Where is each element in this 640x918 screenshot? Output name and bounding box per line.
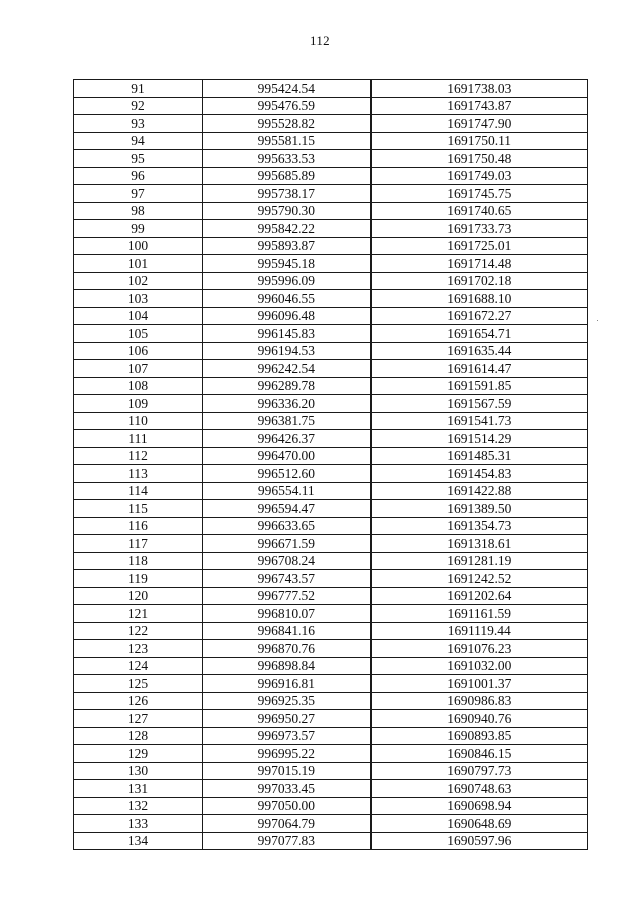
y-coordinate-cell: 1691318.61 bbox=[371, 535, 588, 553]
x-coordinate-cell: 996671.59 bbox=[203, 535, 371, 553]
table-row bbox=[74, 815, 588, 833]
table-row bbox=[74, 675, 588, 693]
x-coordinate-cell: 996046.55 bbox=[203, 290, 371, 308]
point-number-cell: 112 bbox=[74, 447, 203, 465]
point-number-cell: 122 bbox=[74, 622, 203, 640]
point-number-cell: 123 bbox=[74, 640, 203, 658]
point-number-cell: 131 bbox=[74, 780, 203, 798]
y-coordinate-cell: 1691354.73 bbox=[371, 517, 588, 535]
table-row bbox=[74, 587, 588, 605]
y-coordinate-cell: 1691750.48 bbox=[371, 150, 588, 168]
y-coordinate-cell: 1691743.87 bbox=[371, 97, 588, 115]
table-row bbox=[74, 360, 588, 378]
table-row bbox=[74, 377, 588, 395]
x-coordinate-cell: 996708.24 bbox=[203, 552, 371, 570]
x-coordinate-cell: 995842.22 bbox=[203, 220, 371, 238]
point-number-cell: 121 bbox=[74, 605, 203, 623]
table-row bbox=[74, 762, 588, 780]
y-coordinate-cell: 1691076.23 bbox=[371, 640, 588, 658]
table-row bbox=[74, 640, 588, 658]
y-coordinate-cell: 1690986.83 bbox=[371, 692, 588, 710]
y-coordinate-cell: 1691281.19 bbox=[371, 552, 588, 570]
table-row bbox=[74, 202, 588, 220]
x-coordinate-cell: 996512.60 bbox=[203, 465, 371, 483]
table-row bbox=[74, 482, 588, 500]
y-coordinate-cell: 1691747.90 bbox=[371, 115, 588, 133]
table-row bbox=[74, 272, 588, 290]
x-coordinate-cell: 995945.18 bbox=[203, 255, 371, 273]
point-number-cell: 94 bbox=[74, 132, 203, 150]
point-number-cell: 134 bbox=[74, 832, 203, 850]
point-number-cell: 109 bbox=[74, 395, 203, 413]
point-number-cell: 111 bbox=[74, 430, 203, 448]
table-row bbox=[74, 97, 588, 115]
point-number-cell: 132 bbox=[74, 797, 203, 815]
x-coordinate-cell: 996950.27 bbox=[203, 710, 371, 728]
y-coordinate-cell: 1691454.83 bbox=[371, 465, 588, 483]
y-coordinate-cell: 1691725.01 bbox=[371, 237, 588, 255]
point-number-cell: 113 bbox=[74, 465, 203, 483]
y-coordinate-cell: 1690797.73 bbox=[371, 762, 588, 780]
x-coordinate-cell: 996925.35 bbox=[203, 692, 371, 710]
y-coordinate-cell: 1691422.88 bbox=[371, 482, 588, 500]
x-coordinate-cell: 995685.89 bbox=[203, 167, 371, 185]
x-coordinate-cell: 996426.37 bbox=[203, 430, 371, 448]
x-coordinate-cell: 996973.57 bbox=[203, 727, 371, 745]
table-row bbox=[74, 237, 588, 255]
x-coordinate-cell: 997033.45 bbox=[203, 780, 371, 798]
point-number-cell: 124 bbox=[74, 657, 203, 675]
table-row bbox=[74, 185, 588, 203]
x-coordinate-cell: 997050.00 bbox=[203, 797, 371, 815]
point-number-cell: 119 bbox=[74, 570, 203, 588]
point-number-cell: 98 bbox=[74, 202, 203, 220]
point-number-cell: 103 bbox=[74, 290, 203, 308]
y-coordinate-cell: 1690597.96 bbox=[371, 832, 588, 850]
y-coordinate-cell: 1691161.59 bbox=[371, 605, 588, 623]
coordinates-table-body bbox=[74, 80, 588, 850]
table-row bbox=[74, 657, 588, 675]
x-coordinate-cell: 996554.11 bbox=[203, 482, 371, 500]
y-coordinate-cell: 1690940.76 bbox=[371, 710, 588, 728]
point-number-cell: 118 bbox=[74, 552, 203, 570]
y-coordinate-cell: 1691001.37 bbox=[371, 675, 588, 693]
x-coordinate-cell: 996594.47 bbox=[203, 500, 371, 518]
x-coordinate-cell: 996381.75 bbox=[203, 412, 371, 430]
point-number-cell: 105 bbox=[74, 325, 203, 343]
point-number-cell: 100 bbox=[74, 237, 203, 255]
x-coordinate-cell: 995996.09 bbox=[203, 272, 371, 290]
point-number-cell: 95 bbox=[74, 150, 203, 168]
point-number-cell: 128 bbox=[74, 727, 203, 745]
x-coordinate-cell: 996898.84 bbox=[203, 657, 371, 675]
point-number-cell: 127 bbox=[74, 710, 203, 728]
point-number-cell: 106 bbox=[74, 342, 203, 360]
y-coordinate-cell: 1691541.73 bbox=[371, 412, 588, 430]
y-coordinate-cell: 1691745.75 bbox=[371, 185, 588, 203]
x-coordinate-cell: 995738.17 bbox=[203, 185, 371, 203]
x-coordinate-cell: 995633.53 bbox=[203, 150, 371, 168]
y-coordinate-cell: 1691654.71 bbox=[371, 325, 588, 343]
x-coordinate-cell: 996916.81 bbox=[203, 675, 371, 693]
y-coordinate-cell: 1691032.00 bbox=[371, 657, 588, 675]
x-coordinate-cell: 996096.48 bbox=[203, 307, 371, 325]
y-coordinate-cell: 1691614.47 bbox=[371, 360, 588, 378]
y-coordinate-cell: 1691485.31 bbox=[371, 447, 588, 465]
table-row bbox=[74, 447, 588, 465]
y-coordinate-cell: 1691567.59 bbox=[371, 395, 588, 413]
point-number-cell: 101 bbox=[74, 255, 203, 273]
point-number-cell: 93 bbox=[74, 115, 203, 133]
table-row bbox=[74, 745, 588, 763]
y-coordinate-cell: 1691733.73 bbox=[371, 220, 588, 238]
point-number-cell: 117 bbox=[74, 535, 203, 553]
y-coordinate-cell: 1691749.03 bbox=[371, 167, 588, 185]
table-row bbox=[74, 710, 588, 728]
x-coordinate-cell: 996336.20 bbox=[203, 395, 371, 413]
x-coordinate-cell: 995581.15 bbox=[203, 132, 371, 150]
x-coordinate-cell: 996242.54 bbox=[203, 360, 371, 378]
y-coordinate-cell: 1691702.18 bbox=[371, 272, 588, 290]
table-row bbox=[74, 570, 588, 588]
y-coordinate-cell: 1690698.94 bbox=[371, 797, 588, 815]
y-coordinate-cell: 1690893.85 bbox=[371, 727, 588, 745]
x-coordinate-cell: 995476.59 bbox=[203, 97, 371, 115]
table-row bbox=[74, 535, 588, 553]
table-row bbox=[74, 220, 588, 238]
point-number-cell: 107 bbox=[74, 360, 203, 378]
point-number-cell: 130 bbox=[74, 762, 203, 780]
x-coordinate-cell: 997064.79 bbox=[203, 815, 371, 833]
table-row bbox=[74, 727, 588, 745]
x-coordinate-cell: 995528.82 bbox=[203, 115, 371, 133]
point-number-cell: 116 bbox=[74, 517, 203, 535]
y-coordinate-cell: 1691514.29 bbox=[371, 430, 588, 448]
table-row bbox=[74, 307, 588, 325]
point-number-cell: 110 bbox=[74, 412, 203, 430]
x-coordinate-cell: 996633.65 bbox=[203, 517, 371, 535]
x-coordinate-cell: 996145.83 bbox=[203, 325, 371, 343]
x-coordinate-cell: 995424.54 bbox=[203, 80, 371, 98]
table-row bbox=[74, 552, 588, 570]
y-coordinate-cell: 1691672.27 bbox=[371, 307, 588, 325]
table-row bbox=[74, 500, 588, 518]
table-row bbox=[74, 832, 588, 850]
point-number-cell: 115 bbox=[74, 500, 203, 518]
y-coordinate-cell: 1690648.69 bbox=[371, 815, 588, 833]
x-coordinate-cell: 996194.53 bbox=[203, 342, 371, 360]
table-row bbox=[74, 797, 588, 815]
x-coordinate-cell: 996470.00 bbox=[203, 447, 371, 465]
y-coordinate-cell: 1691688.10 bbox=[371, 290, 588, 308]
point-number-cell: 92 bbox=[74, 97, 203, 115]
table-row bbox=[74, 412, 588, 430]
x-coordinate-cell: 997077.83 bbox=[203, 832, 371, 850]
x-coordinate-cell: 995790.30 bbox=[203, 202, 371, 220]
table-row bbox=[74, 115, 588, 133]
y-coordinate-cell: 1691202.64 bbox=[371, 587, 588, 605]
table-row bbox=[74, 622, 588, 640]
table-row bbox=[74, 80, 588, 98]
point-number-cell: 108 bbox=[74, 377, 203, 395]
point-number-cell: 99 bbox=[74, 220, 203, 238]
point-number-cell: 120 bbox=[74, 587, 203, 605]
table-row bbox=[74, 132, 588, 150]
scan-speck bbox=[597, 320, 598, 321]
x-coordinate-cell: 996995.22 bbox=[203, 745, 371, 763]
point-number-cell: 114 bbox=[74, 482, 203, 500]
point-number-cell: 102 bbox=[74, 272, 203, 290]
x-coordinate-cell: 996743.57 bbox=[203, 570, 371, 588]
y-coordinate-cell: 1691635.44 bbox=[371, 342, 588, 360]
y-coordinate-cell: 1691714.48 bbox=[371, 255, 588, 273]
x-coordinate-cell: 996777.52 bbox=[203, 587, 371, 605]
table-row bbox=[74, 167, 588, 185]
table-row bbox=[74, 290, 588, 308]
table-row bbox=[74, 692, 588, 710]
y-coordinate-cell: 1691740.65 bbox=[371, 202, 588, 220]
point-number-cell: 129 bbox=[74, 745, 203, 763]
page-number: 112 bbox=[310, 33, 330, 48]
table-row bbox=[74, 342, 588, 360]
table-row bbox=[74, 605, 588, 623]
point-number-cell: 96 bbox=[74, 167, 203, 185]
coordinates-table bbox=[73, 79, 588, 850]
table-row bbox=[74, 465, 588, 483]
y-coordinate-cell: 1691738.03 bbox=[371, 80, 588, 98]
point-number-cell: 104 bbox=[74, 307, 203, 325]
y-coordinate-cell: 1691119.44 bbox=[371, 622, 588, 640]
point-number-cell: 97 bbox=[74, 185, 203, 203]
y-coordinate-cell: 1690846.15 bbox=[371, 745, 588, 763]
table-row bbox=[74, 325, 588, 343]
y-coordinate-cell: 1691591.85 bbox=[371, 377, 588, 395]
table-row bbox=[74, 517, 588, 535]
x-coordinate-cell: 996870.76 bbox=[203, 640, 371, 658]
x-coordinate-cell: 996810.07 bbox=[203, 605, 371, 623]
point-number-cell: 133 bbox=[74, 815, 203, 833]
table-row bbox=[74, 255, 588, 273]
x-coordinate-cell: 996841.16 bbox=[203, 622, 371, 640]
table-row bbox=[74, 430, 588, 448]
point-number-cell: 125 bbox=[74, 675, 203, 693]
y-coordinate-cell: 1690748.63 bbox=[371, 780, 588, 798]
table-row bbox=[74, 780, 588, 798]
x-coordinate-cell: 996289.78 bbox=[203, 377, 371, 395]
table-row bbox=[74, 395, 588, 413]
y-coordinate-cell: 1691750.11 bbox=[371, 132, 588, 150]
y-coordinate-cell: 1691242.52 bbox=[371, 570, 588, 588]
y-coordinate-cell: 1691389.50 bbox=[371, 500, 588, 518]
x-coordinate-cell: 995893.87 bbox=[203, 237, 371, 255]
x-coordinate-cell: 997015.19 bbox=[203, 762, 371, 780]
table-row bbox=[74, 150, 588, 168]
point-number-cell: 126 bbox=[74, 692, 203, 710]
point-number-cell: 91 bbox=[74, 80, 203, 98]
